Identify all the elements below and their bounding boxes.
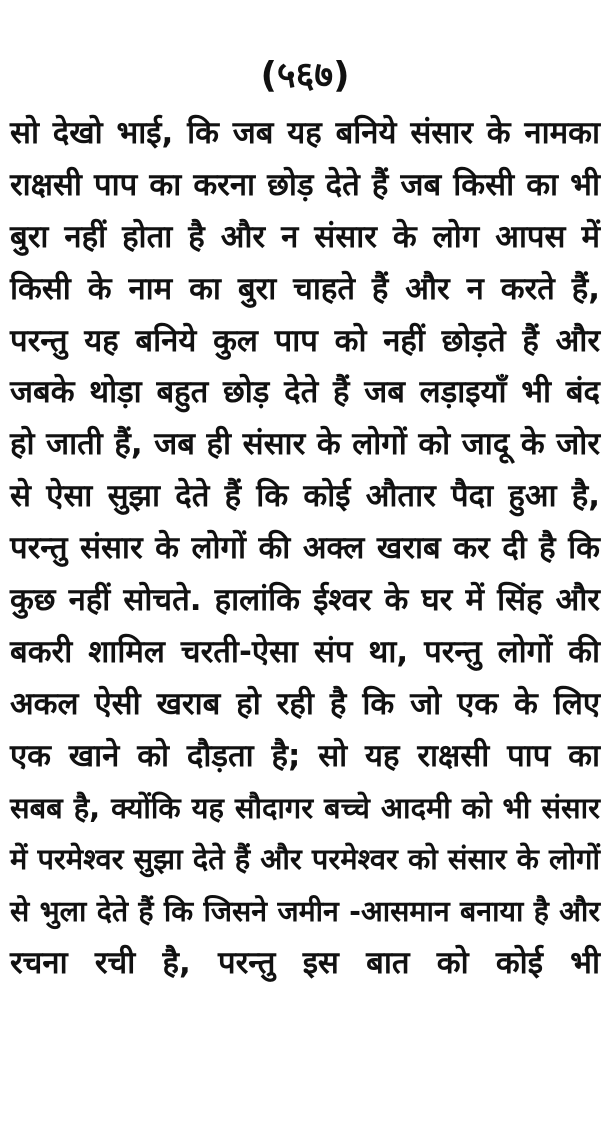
text-line-3: बुरा नहीं होता है और न संसार के लोग आपस में	[10, 218, 600, 255]
text-line-16: से भुला देते हैं कि जिसने जमीन -आसमान बनाया है और	[10, 895, 600, 929]
text-line-15: में परमेश्वर सुझा देते हैं और परमेश्वर को संसार के लोगों	[10, 842, 600, 877]
text-line-8: से ऐसा सुझा देते हैं कि कोई औतार पैदा हुआ है,	[10, 478, 600, 515]
text-line-10: कुछ नहीं सोचते. हालांकि ईश्वर के घर में सिंह और	[10, 582, 600, 619]
text-line-17: रचना रची है, परन्तु इस बात को कोई भी	[10, 945, 600, 982]
text-line-11: बकरी शामिल चरती-ऐसा संप था, परन्तु लोगों की	[10, 633, 600, 670]
text-line-1: सो देखो भाई, कि जब यह बनिये संसार के नामका	[10, 115, 600, 151]
text-line-9: परन्तु संसार के लोगों की अक्ल खराब कर दी है कि	[10, 530, 600, 567]
text-line-2: राक्षसी पाप का करना छोड़ देते हैं जब किसी का भी	[10, 166, 600, 203]
text-line-12: अकल ऐसी खराब हो रही है कि जो एक के लिए	[10, 685, 600, 722]
text-line-4: किसी के नाम का बुरा चाहते हैं और न करते हैं,	[10, 270, 600, 307]
text-line-13: एक खाने को दौड़ता है; सो यह राक्षसी पाप का	[10, 737, 600, 774]
text-line-7: हो जाती हैं, जब ही संसार के लोगों को जादू के जोर	[10, 426, 600, 463]
page-text	[0, 108, 610, 990]
text-line-14: सबब है, क्योंकि यह सौदागर बच्चे आदमी को भी संसार	[10, 790, 600, 825]
text-line-6: जबके थोड़ा बहुत छोड़ देते हैं जब लड़ाइयाँ भी बंद	[10, 374, 600, 411]
page-number: (५६७)	[260, 55, 350, 96]
text-line-5: परन्तु यह बनिये कुल पाप को नहीं छोड़ते हैं और	[10, 322, 600, 359]
